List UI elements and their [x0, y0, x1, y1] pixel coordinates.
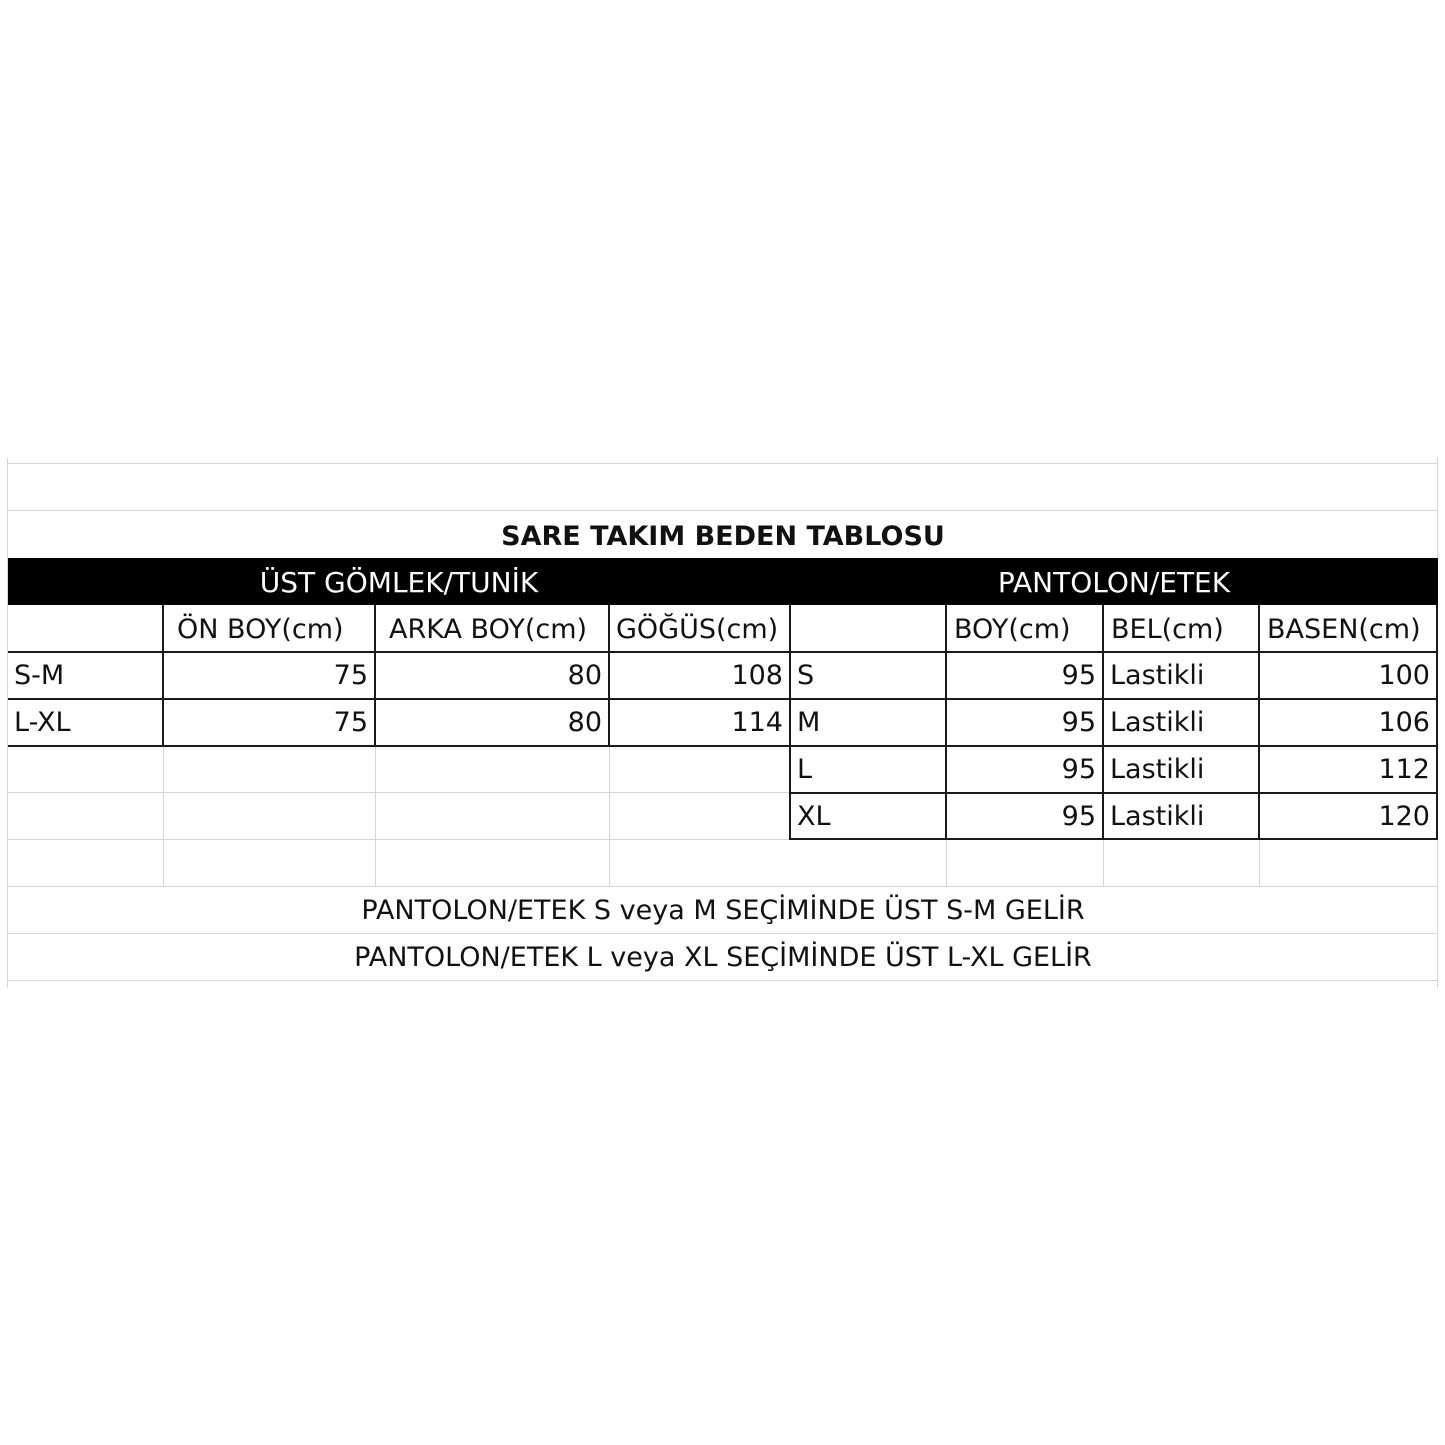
top-header-size	[8, 606, 163, 652]
table-border	[1258, 605, 1260, 652]
gridline	[8, 839, 790, 840]
gridline	[8, 792, 790, 793]
bottom-header-waist: BEL(cm)	[1111, 613, 1224, 645]
table-border	[1436, 605, 1438, 652]
top-row-back-length: 80	[567, 660, 602, 691]
table-border	[945, 605, 947, 652]
gridline	[8, 463, 1438, 464]
bottom-row-waist: Lastikli	[1110, 754, 1205, 785]
top-row-back-length: 80	[567, 707, 602, 738]
gridline	[8, 510, 1438, 511]
bottom-header-hip: BASEN(cm)	[1267, 613, 1421, 645]
table-border	[790, 838, 1438, 840]
bottom-row-hip: 100	[1378, 660, 1430, 691]
table-border	[374, 605, 376, 652]
gridline	[8, 933, 1438, 934]
bottom-row-length: 95	[1061, 660, 1096, 691]
bottom-row-hip: 112	[1378, 754, 1430, 785]
bottom-header-length: BOY(cm)	[954, 613, 1071, 645]
bottom-row-length: 95	[1061, 754, 1096, 785]
table-border	[1102, 605, 1104, 652]
table-border	[8, 745, 790, 747]
page-title: SARE TAKIM BEDEN TABLOSU	[501, 520, 945, 552]
gridline	[609, 745, 610, 886]
top-header-chest: GÖĞÜS(cm)	[616, 613, 779, 645]
bottom-row-size: L	[797, 754, 813, 785]
gridline	[946, 839, 947, 886]
gridline	[1103, 839, 1104, 886]
bottom-header-size	[792, 606, 946, 652]
gridline	[8, 886, 1438, 887]
top-header-back-length: ARKA BOY(cm)	[389, 613, 588, 645]
bottom-row-waist: Lastikli	[1110, 800, 1205, 832]
bottom-row-hip: 106	[1378, 707, 1430, 738]
top-header-front-length: ÖN BOY(cm)	[177, 613, 344, 645]
top-row-front-length: 75	[333, 707, 368, 738]
table-border	[789, 605, 791, 652]
bottom-row-size: S	[797, 660, 815, 691]
gridline	[163, 745, 164, 886]
top-row-front-length: 75	[333, 660, 368, 691]
bottom-row-waist: Lastikli	[1110, 707, 1205, 738]
table-border	[608, 605, 610, 652]
gridline	[8, 980, 1438, 981]
note-line: PANTOLON/ETEK L veya XL SEÇİMİNDE ÜST L-XL GELİR	[354, 942, 1092, 973]
bottom-row-size: XL	[797, 800, 831, 832]
table-border	[1436, 651, 1438, 840]
bottom-row-length: 95	[1061, 800, 1096, 832]
section-title-top: ÜST GÖMLEK/TUNİK	[259, 565, 539, 599]
table-border	[162, 605, 164, 652]
gridline	[375, 745, 376, 886]
section-title-bottom: PANTOLON/ETEK	[997, 565, 1231, 599]
top-row-size: S-M	[14, 660, 65, 691]
bottom-row-length: 95	[1061, 707, 1096, 738]
top-row-chest: 114	[731, 707, 783, 738]
top-row-size: L-XL	[14, 707, 71, 738]
bottom-row-size: M	[797, 707, 821, 738]
gridline	[1259, 839, 1260, 886]
bottom-row-waist: Lastikli	[1110, 660, 1205, 691]
note-line: PANTOLON/ETEK S veya M SEÇİMİNDE ÜST S-M GELİR	[361, 895, 1085, 926]
top-row-chest: 108	[731, 660, 783, 691]
bottom-row-hip: 120	[1378, 800, 1430, 832]
